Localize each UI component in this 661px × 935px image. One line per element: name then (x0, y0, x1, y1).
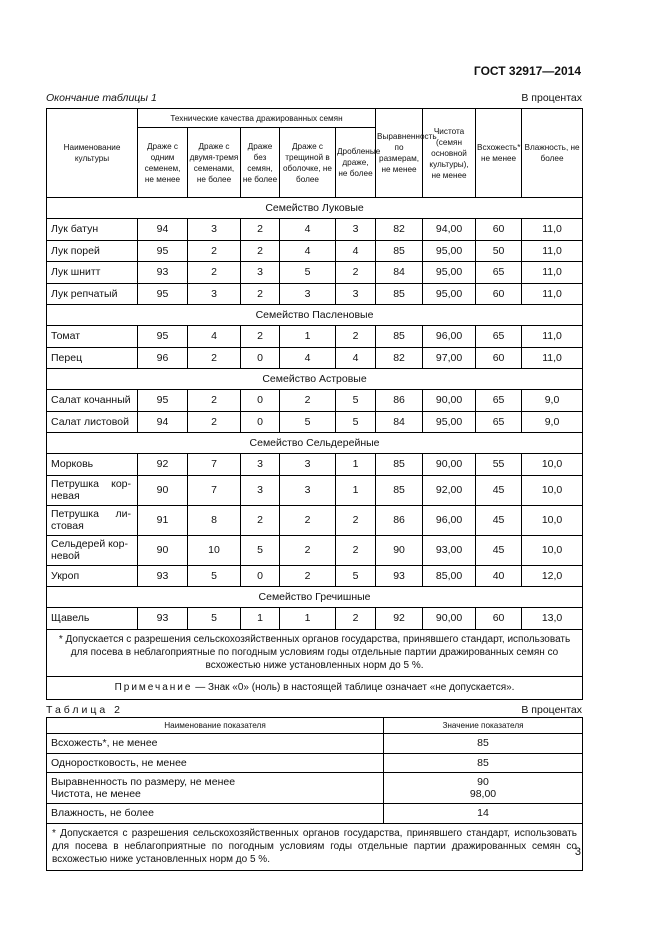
t2-name-line: Чистота, не менее (51, 788, 141, 800)
col-header-moisture: Влажность, не более (522, 109, 583, 198)
t2-name: Одноростковость, не менее (47, 753, 384, 773)
value-cell: 3 (241, 262, 280, 284)
value-cell: 0 (241, 347, 280, 369)
value-cell: 2 (241, 283, 280, 305)
value-cell: 10,0 (522, 454, 583, 476)
crop-name-line1: Сельдерей кор- (51, 538, 128, 550)
value-cell: 85 (376, 240, 423, 262)
value-cell: 40 (476, 565, 522, 587)
value-cell: 5 (280, 262, 336, 284)
value-cell: 95 (138, 390, 188, 412)
value-cell: 10,0 (522, 535, 583, 565)
value-cell: 10 (188, 535, 241, 565)
table1-units: В процентах (521, 92, 582, 104)
crop-name (47, 535, 138, 565)
table1-footnote: * Допускается с разрешения сельскохозяйственных органов государства, принявшего стандарт, использовать для посева в неблагоприятные по погодным условиям годы отдельные партии дражированных семян со всхожестью ниже установленных норм до 5 %. (47, 629, 583, 676)
value-cell: 90 (376, 535, 423, 565)
value-cell: 5 (188, 565, 241, 587)
table-row (47, 411, 583, 433)
value-cell: 90 (138, 535, 188, 565)
table-row (47, 347, 583, 369)
value-cell: 94,00 (423, 219, 476, 241)
value-cell: 7 (188, 475, 241, 505)
t2-value: 85 (384, 734, 583, 754)
t2-value-line: 98,00 (469, 788, 497, 800)
family-name: Семейство Луковые (47, 198, 583, 219)
value-cell: 65 (476, 326, 522, 348)
value-cell: 92 (138, 454, 188, 476)
value-cell: 4 (188, 326, 241, 348)
family-row (47, 305, 583, 326)
value-cell: 5 (241, 535, 280, 565)
value-cell: 94 (138, 219, 188, 241)
crop-name (47, 475, 138, 505)
value-cell: 2 (188, 347, 241, 369)
crop-name: Морковь (47, 454, 138, 476)
value-cell: 5 (336, 565, 376, 587)
value-cell: 95,00 (423, 262, 476, 284)
crop-name-line2: невой (51, 550, 80, 562)
value-cell: 45 (476, 475, 522, 505)
crop-name: Лук батун (47, 219, 138, 241)
crop-name-part: Петрушка (51, 508, 99, 520)
value-cell: 1 (336, 475, 376, 505)
value-cell: 60 (476, 283, 522, 305)
value-cell: 2 (336, 608, 376, 630)
value-cell: 85,00 (423, 565, 476, 587)
t2-value: 14 (384, 804, 583, 824)
value-cell: 95,00 (423, 283, 476, 305)
col-header-no-seed: Драже без семян, не более (241, 128, 280, 198)
table-row (47, 454, 583, 476)
value-cell: 60 (476, 219, 522, 241)
value-cell: 50 (476, 240, 522, 262)
value-cell: 3 (241, 454, 280, 476)
table-row (47, 535, 583, 565)
crop-name: Салат листовой (47, 411, 138, 433)
value-cell: 5 (336, 390, 376, 412)
value-cell: 3 (188, 283, 241, 305)
crop-name-line1 (51, 478, 137, 490)
value-cell: 94 (138, 411, 188, 433)
value-cell: 93 (138, 262, 188, 284)
table-row (47, 390, 583, 412)
note-label: Примечание (114, 681, 193, 693)
value-cell: 95,00 (423, 240, 476, 262)
table1-caption: Окончание таблицы 1 (46, 92, 157, 104)
family-row (47, 587, 583, 608)
value-cell: 1 (241, 608, 280, 630)
family-name: Семейство Пасленовые (47, 305, 583, 326)
crop-name: Укроп (47, 565, 138, 587)
crop-name-line2: невая (51, 490, 80, 502)
value-cell: 95 (138, 240, 188, 262)
value-cell: 82 (376, 347, 423, 369)
crop-name: Лук порей (47, 240, 138, 262)
value-cell: 65 (476, 411, 522, 433)
note-text: — Знак «0» (ноль) в настоящей таблице означает «не допускается». (192, 681, 515, 693)
value-cell: 85 (376, 326, 423, 348)
value-cell: 93 (138, 608, 188, 630)
col-header-germination: Всхожесть*, не менее (476, 109, 522, 198)
value-cell: 82 (376, 219, 423, 241)
family-name: Семейство Гречишные (47, 587, 583, 608)
value-cell: 2 (241, 240, 280, 262)
value-cell: 5 (280, 411, 336, 433)
crop-name-part: кор- (111, 478, 131, 490)
value-cell: 90,00 (423, 454, 476, 476)
value-cell: 4 (280, 347, 336, 369)
value-cell: 55 (476, 454, 522, 476)
value-cell: 1 (280, 326, 336, 348)
value-cell: 2 (188, 240, 241, 262)
value-cell: 95 (138, 283, 188, 305)
crop-name: Томат (47, 326, 138, 348)
table1-note (47, 676, 583, 699)
col-header-evenness: Выравненность по размерам, не менее (376, 109, 423, 198)
table-row (47, 283, 583, 305)
value-cell: 95 (138, 326, 188, 348)
value-cell: 86 (376, 505, 423, 535)
value-cell: 2 (280, 565, 336, 587)
col-header-one-seed: Драже с одним семенем, не менее (138, 128, 188, 198)
table2-footnote: * Допускается с разрешения сельскохозяйственных органов государства, принявшего стандарт, использовать для посева в неблагоприятные по погодным условиям годы отдельные партии дражированных семян со всхожестью ниже установленных норм до 5 %. (47, 823, 583, 870)
value-cell: 2 (188, 390, 241, 412)
col-header-group: Технические качества дражированных семян (138, 109, 376, 128)
value-cell: 2 (241, 505, 280, 535)
table-row (47, 219, 583, 241)
value-cell: 2 (188, 262, 241, 284)
value-cell: 3 (336, 219, 376, 241)
value-cell: 3 (188, 219, 241, 241)
table-2 (46, 717, 583, 871)
col-header-crop: Наименование культуры (47, 109, 138, 198)
value-cell: 0 (241, 390, 280, 412)
value-cell: 91 (138, 505, 188, 535)
crop-name: Лук репчатый (47, 283, 138, 305)
value-cell: 12,0 (522, 565, 583, 587)
table-row (47, 326, 583, 348)
value-cell: 9,0 (522, 411, 583, 433)
crop-name-part: ли- (115, 508, 131, 520)
table-row (47, 505, 583, 535)
value-cell: 97,00 (423, 347, 476, 369)
crop-name-line1 (51, 508, 137, 520)
value-cell: 65 (476, 262, 522, 284)
value-cell: 2 (241, 326, 280, 348)
crop-name-part: Петрушка (51, 478, 99, 490)
value-cell: 92 (376, 608, 423, 630)
value-cell: 2 (280, 390, 336, 412)
standard-number: ГОСТ 32917—2014 (473, 64, 581, 78)
value-cell: 96,00 (423, 505, 476, 535)
value-cell: 3 (280, 283, 336, 305)
value-cell: 11,0 (522, 283, 583, 305)
crop-name: Щавель (47, 608, 138, 630)
value-cell: 65 (476, 390, 522, 412)
value-cell: 13,0 (522, 608, 583, 630)
value-cell: 86 (376, 390, 423, 412)
crop-name: Лук шнитт (47, 262, 138, 284)
value-cell: 5 (336, 411, 376, 433)
table-row (47, 565, 583, 587)
value-cell: 93 (138, 565, 188, 587)
value-cell: 3 (241, 475, 280, 505)
value-cell: 2 (336, 326, 376, 348)
value-cell: 11,0 (522, 326, 583, 348)
value-cell: 11,0 (522, 240, 583, 262)
value-cell: 11,0 (522, 262, 583, 284)
value-cell: 3 (280, 475, 336, 505)
value-cell: 1 (280, 608, 336, 630)
value-cell: 85 (376, 475, 423, 505)
value-cell: 3 (280, 454, 336, 476)
value-cell: 2 (188, 411, 241, 433)
family-row (47, 433, 583, 454)
value-cell: 2 (280, 505, 336, 535)
family-name: Семейство Астровые (47, 369, 583, 390)
t2-header-name: Наименование показателя (47, 718, 384, 734)
table2-caption-row (46, 704, 582, 716)
family-name: Семейство Сельдерейные (47, 433, 583, 454)
value-cell: 1 (336, 454, 376, 476)
crop-name: Салат кочанный (47, 390, 138, 412)
value-cell: 10,0 (522, 505, 583, 535)
t2-name: Влажность, не более (47, 804, 384, 824)
value-cell: 93,00 (423, 535, 476, 565)
table-row (47, 240, 583, 262)
table1-caption-row (46, 92, 582, 104)
family-row (47, 198, 583, 219)
t2-name (47, 773, 384, 804)
value-cell: 85 (376, 454, 423, 476)
t2-value: 85 (384, 753, 583, 773)
value-cell: 90,00 (423, 608, 476, 630)
value-cell: 2 (336, 262, 376, 284)
table-row (47, 608, 583, 630)
value-cell: 4 (336, 347, 376, 369)
value-cell: 96,00 (423, 326, 476, 348)
value-cell: 92,00 (423, 475, 476, 505)
table2-units: В процентах (521, 704, 582, 716)
value-cell: 85 (376, 283, 423, 305)
value-cell: 11,0 (522, 347, 583, 369)
value-cell: 45 (476, 535, 522, 565)
crop-name (47, 505, 138, 535)
t2-name: Всхожесть*, не менее (47, 734, 384, 754)
value-cell: 4 (280, 219, 336, 241)
value-cell: 8 (188, 505, 241, 535)
t2-value-line: 90 (477, 776, 489, 788)
value-cell: 2 (241, 219, 280, 241)
col-header-cracked: Драже с трещиной в оболочке, не более (280, 128, 336, 198)
value-cell: 11,0 (522, 219, 583, 241)
value-cell: 2 (280, 535, 336, 565)
value-cell: 90 (138, 475, 188, 505)
value-cell: 84 (376, 262, 423, 284)
col-header-purity: Чистота (семян основной культуры), не менее (423, 109, 476, 198)
t2-header-value: Значение показателя (384, 718, 583, 734)
value-cell: 60 (476, 608, 522, 630)
family-row (47, 369, 583, 390)
value-cell: 4 (336, 240, 376, 262)
value-cell: 2 (336, 535, 376, 565)
value-cell: 45 (476, 505, 522, 535)
table-row (47, 475, 583, 505)
value-cell: 3 (336, 283, 376, 305)
page-number: 3 (574, 846, 581, 858)
value-cell: 2 (336, 505, 376, 535)
value-cell: 0 (241, 565, 280, 587)
t2-name-line: Выравненность по размеру, не менее (51, 776, 236, 788)
t2-value (384, 773, 583, 804)
col-header-crushed: Дробленые драже, не более (336, 128, 376, 198)
value-cell: 5 (188, 608, 241, 630)
value-cell: 60 (476, 347, 522, 369)
value-cell: 93 (376, 565, 423, 587)
value-cell: 84 (376, 411, 423, 433)
value-cell: 7 (188, 454, 241, 476)
col-header-two-three-seeds: Драже с двумя-тремя семенами, не более (188, 128, 241, 198)
value-cell: 0 (241, 411, 280, 433)
value-cell: 95,00 (423, 411, 476, 433)
crop-name-line2: стовая (51, 520, 84, 532)
table-1 (46, 108, 583, 700)
value-cell: 90,00 (423, 390, 476, 412)
value-cell: 9,0 (522, 390, 583, 412)
table2-caption: Таблица 2 (46, 704, 123, 716)
value-cell: 96 (138, 347, 188, 369)
crop-name: Перец (47, 347, 138, 369)
table-row (47, 262, 583, 284)
value-cell: 4 (280, 240, 336, 262)
value-cell: 10,0 (522, 475, 583, 505)
